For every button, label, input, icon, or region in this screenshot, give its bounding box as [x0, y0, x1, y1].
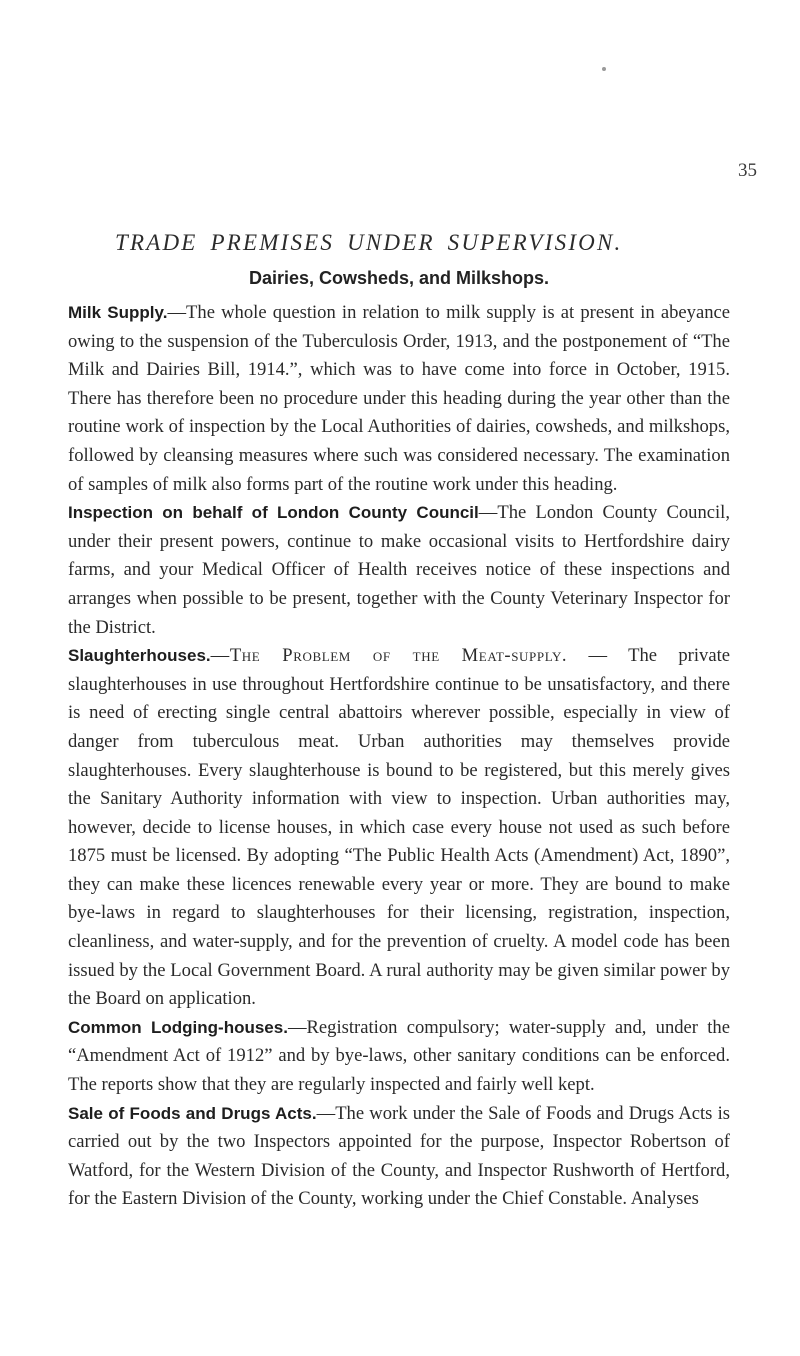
- body-milk-supply: —The whole question in relation to milk supply is at present in abeyance owing to the suspension of the Tuberculosis Order, 1913, and the postponement of “The Milk and Dairies Bill, 1914.”, which was to have come into force in October, 1915. There has therefore been no procedure under this heading during the year other than the routine work of inspection by the Local Authorities of dairies, cowsheds, and milkshops, followed by cleansing measures where such was considered necessary. The examination of samples of milk also forms part of the routine work under this heading.: [68, 302, 730, 495]
- subheading-meat-supply: —The Problem of the Meat-supply.: [210, 645, 568, 667]
- page-number: 35: [738, 160, 757, 181]
- heading-sale-of-foods: Sale of Foods and Drugs Acts.: [68, 1103, 317, 1123]
- page-title: TRADE PREMISES UNDER SUPERVISION.: [115, 230, 623, 255]
- scan-speck: [602, 67, 606, 71]
- section-subtitle: Dairies, Cowsheds, and Milkshops.: [248, 268, 550, 288]
- body-london-county-council: —The London County Council, under their present powers, continue to make occasional visits to Hertfordshire dairy farms, and your Medical Officer of Health receives notice of these inspections and arranges when possible to be present, together with the County Veterinary Inspector for the District.: [68, 502, 730, 638]
- heading-london-county-council: Inspection on behalf of London County Council: [68, 503, 479, 523]
- paragraph-sale-of-foods: [68, 1100, 730, 1214]
- body-slaughterhouses: — The private slaughterhouses in use throughout Hertfordshire continue to be unsatisfactory, and there is need of erecting single central abattoirs wherever possible, especially in view of danger from tuberculous meat. Urban authorities may themselves provide slaughterhouses. Every slaughterhouse is bound to be registered, but this merely gives the Sanitary Authority information with view to inspection. Urban authorities may, however, decide to license houses, in which case every house not used as such before 1875 must be licensed. By adopting “The Public Health Acts (Amendment) Act, 1890”, they can make these licences renewable every year or more. They are bound to make bye-laws in regard to slaughterhouses for their licensing, registration, inspection, cleanliness, and water-supply, and for the prevention of cruelty. A model code has been issued by the Local Government Board. A rural authority may be given similar power by the Board on application.: [68, 645, 730, 1010]
- page-content: [68, 228, 730, 1214]
- paragraph-milk-supply: [68, 299, 730, 499]
- paragraph-slaughterhouses: [68, 642, 730, 1014]
- heading-slaughterhouses: Slaughterhouses.: [68, 646, 211, 666]
- heading-common-lodging-houses: Common Lodging-houses.: [68, 1017, 288, 1037]
- paragraph-london-county-council: [68, 499, 730, 642]
- paragraph-common-lodging-houses: [68, 1014, 730, 1100]
- heading-milk-supply: Milk Supply.: [68, 303, 168, 322]
- body-common-lodging-houses: —Registration compulsory; water-supply and, under the “Amendment Act of 1912” and by bye-laws, other sanitary conditions can be enforced. The reports show that they are regularly inspected and fairly well kept.: [68, 1016, 730, 1096]
- body-sale-of-foods: —The work under the Sale of Foods and Drugs Acts is carried out by the two Inspectors appointed for the purpose, Inspector Robertson of Watford, for the Western Division of the County, and Inspector Rushworth of Hertford, for the Eastern Division of the County, working under the Chief Constable. Analyses: [68, 1102, 730, 1210]
